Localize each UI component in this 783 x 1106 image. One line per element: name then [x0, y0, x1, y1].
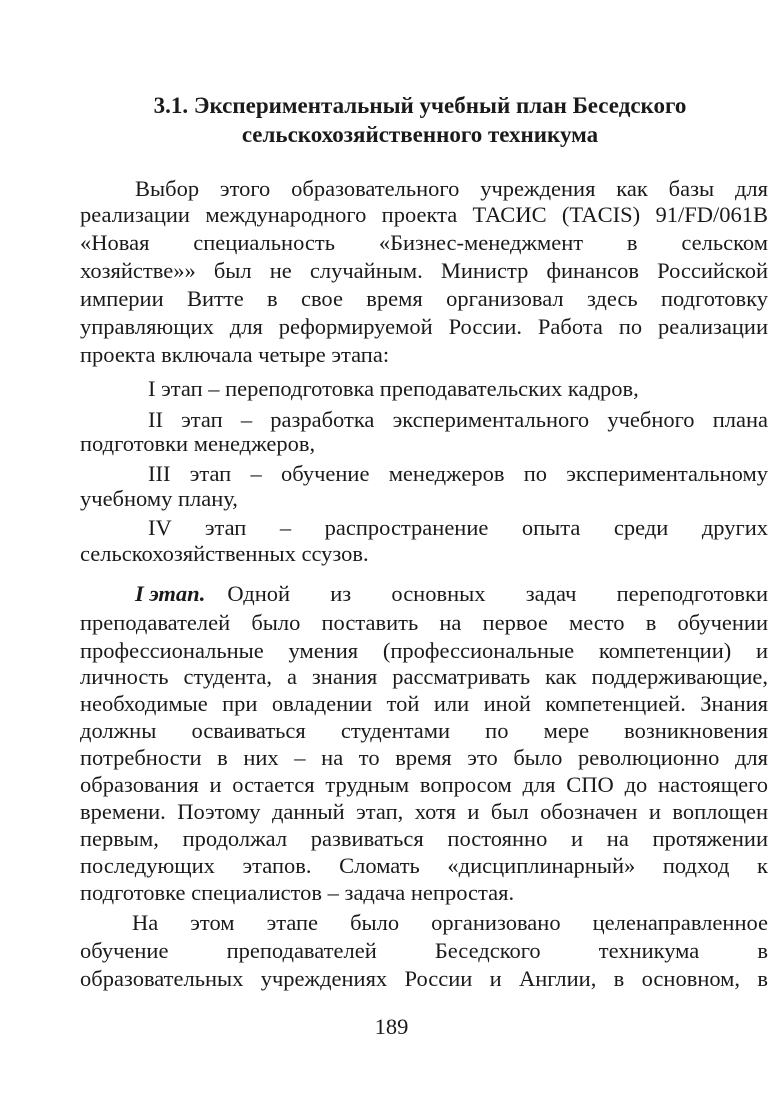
paragraph-3-line-2: обучение преподавателей Беседского техникума в	[80, 938, 768, 963]
section-title-line-2: сельскохозяйственного техникума	[241, 122, 599, 147]
stage-3-line-2: учебному плану,	[80, 486, 238, 511]
paragraph-1-line-3: «Новая специальность «Бизнес-менеджмент в сельском	[80, 230, 768, 255]
paragraph-1-line-4: хозяйстве»» был не случайным. Министр финансов Российской	[80, 258, 768, 283]
paragraph-2-line-1	[135, 581, 768, 607]
paragraph-1-line-5: империи Витте в свое время организовал здесь подготовку	[80, 286, 768, 311]
paragraph-1-line-1: Выбор этого образовательного учреждения как базы для	[135, 176, 768, 201]
stage-4-line-2: сельскохозяйственных ссузов.	[80, 541, 369, 566]
paragraph-2-line-10: первым, продолжал развиваться постоянно и на протяжении	[80, 826, 768, 851]
paragraph-1-line-2: реализации международного проекта ТАСИС (TACIS) 91/FD/061B	[80, 202, 768, 227]
paragraph-2-line-2: преподавателей было поставить на первое место в обучении	[80, 610, 768, 635]
paragraph-1-line-7: проекта включала четыре этапа:	[80, 342, 390, 367]
paragraph-2-line-1-text: Одной из основных задач переподготовки	[227, 581, 768, 606]
stage-2-line-2: подготовки менеджеров,	[80, 431, 316, 456]
paragraph-3-line-1: На этом этапе было организовано целенаправленное	[132, 910, 768, 935]
paragraph-2-line-5: необходимые при овладении той или иной компетенцией. Знания	[80, 691, 768, 716]
stage-2-line-1: II этап – разработка экспериментального учебного плана	[148, 407, 768, 432]
paragraph-2-line-8: образования и остается трудным вопросом для СПО до настоящего	[80, 772, 768, 797]
paragraph-2-line-9: времени. Поэтому данный этап, хотя и был обозначен и воплощен	[80, 799, 768, 824]
paragraph-3-line-3: образовательных учреждениях России и Англии, в основном, в	[80, 966, 768, 991]
page-number: 189	[374, 1014, 409, 1039]
stage-3-line-1: III этап – обучение менеджеров по экспериментальному	[148, 461, 768, 486]
paragraph-2-line-3: профессиональные умения (профессиональные компетенции) и	[80, 638, 768, 663]
paragraph-1-line-6: управляющих для реформируемой России. Работа по реализации	[80, 314, 768, 339]
stage-4-line-1: IV этап – распространение опыта среди других	[148, 515, 768, 540]
paragraph-2-line-11: последующих этапов. Сломать «дисциплинарный» подход к	[80, 853, 768, 878]
paragraph-2-line-7: потребности в них – на то время это было революционно для	[80, 745, 768, 770]
stage-lead-label: I этап.	[135, 581, 206, 606]
paragraph-2-line-4: личность студента, а знания рассматривать как поддерживающие,	[80, 664, 768, 689]
paragraph-2-line-6: должны осваиваться студентами по мере возникновения	[80, 718, 768, 743]
stage-1-line: I этап – переподготовка преподавательских кадров,	[148, 376, 639, 401]
section-title-line-1: 3.1. Экспериментальный учебный план Беседского	[153, 93, 687, 118]
paragraph-2-line-12: подготовке специалистов – задача непростая.	[80, 880, 515, 905]
